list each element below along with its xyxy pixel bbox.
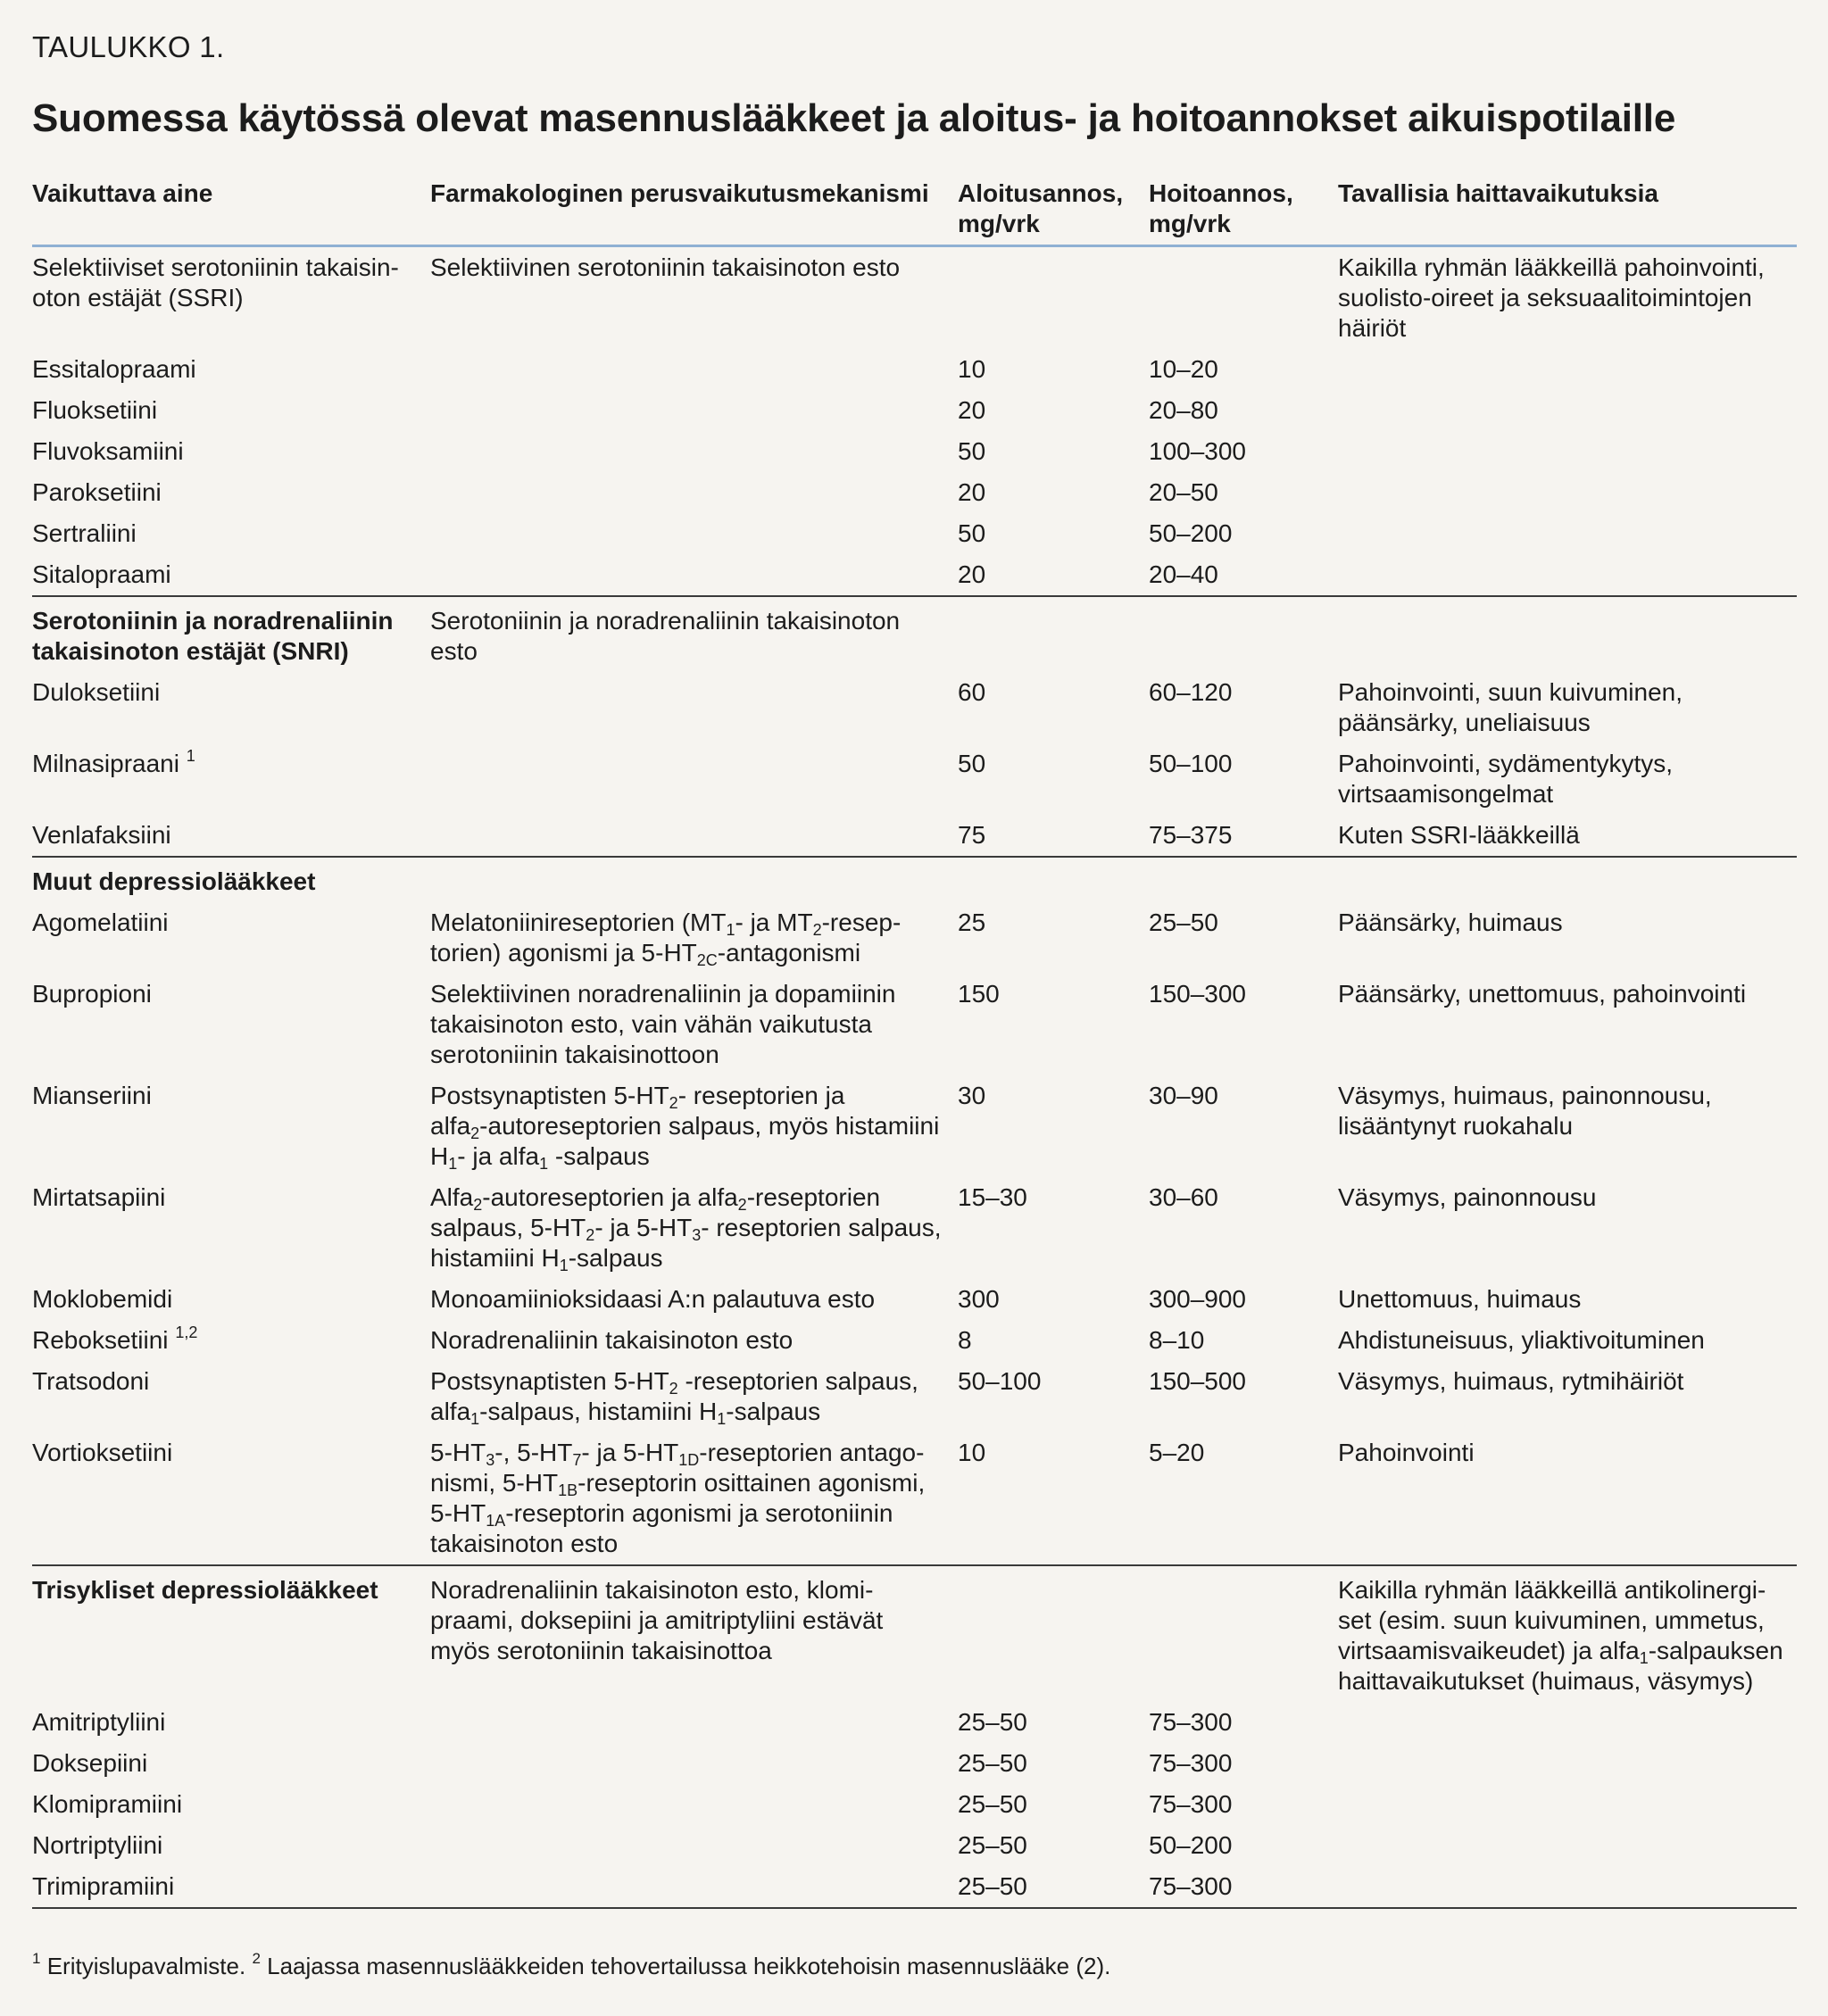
table-row xyxy=(32,743,1797,815)
drug-name: Bupropioni xyxy=(32,980,152,1008)
mechanism-cell: Postsynaptisten $5-HT_2$ -reseptorien salpaus, alfa$_1$-salpaus, histamiini $H_1$-salpaus xyxy=(430,1367,918,1428)
table-row xyxy=(32,1866,1797,1908)
drug-name: Fluoksetiini xyxy=(32,396,158,424)
maintenance-dose-cell: 300–900 xyxy=(1149,1285,1247,1313)
footnote: $^1$ Erityislupavalmiste. $^2$ Laajassa masennuslääkkeiden tehovertailussa heikkotehoisin masennuslääke (2). xyxy=(32,1950,1111,1979)
start-dose-cell: 8 xyxy=(958,1326,972,1354)
mechanism-cell xyxy=(430,554,958,596)
start-dose-cell: 25–50 xyxy=(958,1749,1027,1777)
drug-name: Milnasipraani $^1$ xyxy=(32,747,195,777)
start-dose-cell: 50–100 xyxy=(958,1367,1042,1395)
start-dose-cell: 20 xyxy=(958,560,986,588)
table-row xyxy=(32,431,1797,472)
mechanism-cell: Noradrenaliinin takaisinoton esto, klomi- praami, doksepiini ja amitriptyliini estävät myös serotoniinin takaisinottoa xyxy=(430,1565,958,1702)
maintenance-dose-cell: 50–200 xyxy=(1149,519,1233,547)
drug-name: Sertraliini xyxy=(32,519,137,547)
start-dose-cell xyxy=(958,596,1149,672)
drug-name: Fluvoksamiini xyxy=(32,437,184,465)
drug-name: Sitalopraami xyxy=(32,560,171,588)
start-dose-cell: 75 xyxy=(958,821,986,849)
maintenance-dose-cell: 75–300 xyxy=(1149,1866,1338,1908)
start-dose-cell: 10 xyxy=(958,355,986,383)
mechanism-cell xyxy=(430,513,958,554)
side-effects-cell xyxy=(1338,472,1797,513)
drug-name: Nortriptyliini xyxy=(32,1831,163,1859)
maintenance-dose-cell: 30–60 xyxy=(1149,1183,1218,1211)
maintenance-dose-cell: 8–10 xyxy=(1149,1326,1205,1354)
table-row xyxy=(32,246,1797,350)
table-row xyxy=(32,554,1797,596)
start-dose-cell: 20 xyxy=(958,478,986,506)
maintenance-dose-cell: 150–500 xyxy=(1149,1367,1247,1395)
mechanism-cell xyxy=(430,743,958,815)
table-row xyxy=(32,1279,1797,1320)
maintenance-dose-cell: 20–80 xyxy=(1149,396,1218,424)
mechanism-cell xyxy=(430,1866,958,1908)
maintenance-dose-cell: 25–50 xyxy=(1149,908,1218,936)
side-effects-cell: Ahdistuneisuus, yliaktivoituminen xyxy=(1338,1326,1705,1354)
maintenance-dose-cell: 75–300 xyxy=(1149,1708,1233,1736)
maintenance-dose-cell: 150–300 xyxy=(1149,980,1247,1008)
side-effects-cell xyxy=(1338,349,1797,390)
side-effects-cell: Kuten SSRI-lääkkeillä xyxy=(1338,821,1580,849)
group-name: Selektiiviset serotoniinin takaisin- oton estäjät (SSRI) xyxy=(32,253,399,311)
table-row xyxy=(32,1702,1797,1743)
maintenance-dose-cell: 10–20 xyxy=(1149,355,1218,383)
side-effects-cell: Kaikilla ryhmän lääkkeillä antikolinergi- set (esim. suun kuivuminen, ummetus, virtsaamisvaikeudet) ja alfa$_1$-salpauksen haittavaikutukset (huimaus, väsymys) xyxy=(1338,1565,1797,1702)
side-effects-cell: Unettomuus, huimaus xyxy=(1338,1285,1582,1313)
mechanism-cell xyxy=(430,349,958,390)
table-row xyxy=(32,472,1797,513)
table-title: Suomessa käytössä olevat masennuslääkkeet ja aloitus- ja hoitoannokset aikuispotilaille xyxy=(32,96,1676,140)
maintenance-dose-cell: 30–90 xyxy=(1149,1082,1218,1109)
table-body xyxy=(32,246,1797,1909)
mechanism-cell: Melatoniinireseptorien ($MT_1-$ ja $MT_2-resep-$ torien) agonismi ja $5-HT_{2C}$-antagonismi xyxy=(430,908,902,969)
side-effects-cell: Kaikilla ryhmän lääkkeillä pahoinvointi, suolisto-oireet ja seksuaalitoimintojen häiriöt xyxy=(1338,253,1765,342)
maintenance-dose-cell xyxy=(1149,857,1338,902)
mechanism-cell xyxy=(430,472,958,513)
column-header: Aloitusannos, mg/vrk xyxy=(958,179,1124,237)
drug-name: Mirtatsapiini xyxy=(32,1183,166,1211)
mechanism-cell xyxy=(430,1784,958,1825)
start-dose-cell: 300 xyxy=(958,1285,1000,1313)
mechanism-cell: Monoamiinioksidaasi A:n palautuva esto xyxy=(430,1285,876,1313)
maintenance-dose-cell: 50–100 xyxy=(1149,750,1233,777)
table-row xyxy=(32,513,1797,554)
maintenance-dose-cell: 5–20 xyxy=(1149,1439,1205,1466)
mechanism-cell xyxy=(430,672,958,743)
start-dose-cell: 25–50 xyxy=(958,1831,1027,1859)
drug-name: Duloksetiini xyxy=(32,678,161,706)
mechanism-cell xyxy=(430,815,958,857)
side-effects-cell xyxy=(1338,1784,1797,1825)
drug-name: Vortioksetiini xyxy=(32,1439,173,1466)
start-dose-cell: 50 xyxy=(958,519,986,547)
side-effects-cell xyxy=(1338,554,1797,596)
drug-table xyxy=(32,178,1797,1909)
table-row xyxy=(32,596,1797,672)
table-row xyxy=(32,1177,1797,1279)
group-name: Serotoniinin ja noradrenaliinin takaisinoton estäjät (SNRI) xyxy=(32,596,430,672)
maintenance-dose-cell: 20–50 xyxy=(1149,478,1218,506)
table-label: TAULUKKO 1. xyxy=(32,30,225,63)
side-effects-cell xyxy=(1338,390,1797,431)
start-dose-cell: 25 xyxy=(958,908,986,936)
maintenance-dose-cell: 100–300 xyxy=(1149,437,1247,465)
table-row xyxy=(32,390,1797,431)
table-header xyxy=(32,178,1797,246)
mechanism-cell xyxy=(430,1743,958,1784)
mechanism-cell xyxy=(430,1825,958,1866)
table-row xyxy=(32,1320,1797,1361)
table-row xyxy=(32,1743,1797,1784)
table-row xyxy=(32,1075,1797,1177)
start-dose-cell: 50 xyxy=(958,437,986,465)
maintenance-dose-cell xyxy=(1149,1565,1338,1702)
maintenance-dose-cell: 60–120 xyxy=(1149,678,1233,706)
side-effects-cell: Pahoinvointi xyxy=(1338,1439,1475,1466)
mechanism-cell xyxy=(430,1702,958,1743)
table-row xyxy=(32,1825,1797,1866)
side-effects-cell xyxy=(1338,857,1797,902)
side-effects-cell: Väsymys, huimaus, rytmihäiriöt xyxy=(1338,1367,1684,1395)
mechanism-cell xyxy=(430,431,958,472)
table-row xyxy=(32,1432,1797,1565)
table-row xyxy=(32,672,1797,743)
start-dose-cell: 150 xyxy=(958,980,1000,1008)
side-effects-cell: Päänsärky, unettomuus, pahoinvointi xyxy=(1338,980,1747,1008)
maintenance-dose-cell xyxy=(1149,596,1338,672)
maintenance-dose-cell xyxy=(1149,246,1338,350)
table-row xyxy=(32,857,1797,902)
group-name: Muut depressiolääkkeet xyxy=(32,857,430,902)
maintenance-dose-cell: 75–300 xyxy=(1149,1749,1233,1777)
mechanism-cell: Selektiivinen noradrenaliinin ja dopamiinin takaisinoton esto, vain vähän vaikutusta serotoniinin takaisinottoon xyxy=(430,980,896,1068)
start-dose-cell: 25–50 xyxy=(958,1708,1027,1736)
mechanism-cell xyxy=(430,857,958,902)
side-effects-cell xyxy=(1338,596,1797,672)
drug-name: Tratsodoni xyxy=(32,1367,150,1395)
start-dose-cell: 30 xyxy=(958,1082,986,1109)
drug-name: Venlafaksiini xyxy=(32,821,171,849)
start-dose-cell: 60 xyxy=(958,678,986,706)
drug-name: Trimipramiini xyxy=(32,1866,430,1908)
column-header: Vaikuttava aine xyxy=(32,179,213,207)
start-dose-cell: 25–50 xyxy=(958,1866,1149,1908)
table-row xyxy=(32,349,1797,390)
drug-name: Moklobemidi xyxy=(32,1285,173,1313)
column-header: Hoitoannos, mg/vrk xyxy=(1149,179,1293,237)
side-effects-cell: Pahoinvointi, sydämentykytys, virtsaamisongelmat xyxy=(1338,750,1674,808)
drug-name: Reboksetiini $^{1,2}$ xyxy=(32,1323,198,1354)
side-effects-cell: Väsymys, painonnousu xyxy=(1338,1183,1597,1211)
mechanism-cell: Noradrenaliinin takaisinoton esto xyxy=(430,1326,794,1354)
table-row xyxy=(32,815,1797,857)
column-header: Tavallisia haittavaikutuksia xyxy=(1338,179,1658,207)
start-dose-cell: 50 xyxy=(958,750,986,777)
side-effects-cell: Väsymys, huimaus, painonnousu, lisääntynyt ruokahalu xyxy=(1338,1082,1712,1140)
drug-name: Paroksetiini xyxy=(32,478,162,506)
group-name: Trisykliset depressiolääkkeet xyxy=(32,1565,430,1702)
mechanism-cell: Postsynaptisten $5-HT_2-$ reseptorien ja alfa$_2$-autoreseptorien salpaus, myös histamiini $H_1-$ ja alfa$_1$ -salpaus xyxy=(430,1082,940,1173)
table-row xyxy=(32,974,1797,1075)
drug-name: Agomelatiini xyxy=(32,908,169,936)
drug-name: Klomipramiini xyxy=(32,1790,183,1818)
start-dose-cell xyxy=(958,1565,1149,1702)
start-dose-cell: 15–30 xyxy=(958,1183,1027,1211)
maintenance-dose-cell: 20–40 xyxy=(1149,560,1218,588)
side-effects-cell: Päänsärky, huimaus xyxy=(1338,908,1563,936)
side-effects-cell xyxy=(1338,431,1797,472)
column-header: Farmakologinen perusvaikutusmekanismi xyxy=(430,179,929,207)
start-dose-cell xyxy=(958,857,1149,902)
table-row xyxy=(32,1565,1797,1702)
mechanism-cell xyxy=(430,390,958,431)
mechanism-cell: Selektiivinen serotoniinin takaisinoton esto xyxy=(430,253,901,281)
side-effects-cell xyxy=(1338,1825,1797,1866)
start-dose-cell: 20 xyxy=(958,396,986,424)
drug-name: Essitalopraami xyxy=(32,355,196,383)
side-effects-cell: Pahoinvointi, suun kuivuminen, päänsärky, uneliaisuus xyxy=(1338,678,1683,736)
maintenance-dose-cell: 75–375 xyxy=(1149,821,1233,849)
side-effects-cell xyxy=(1338,513,1797,554)
start-dose-cell xyxy=(958,246,1149,350)
maintenance-dose-cell: 50–200 xyxy=(1149,1831,1233,1859)
drug-name: Amitriptyliini xyxy=(32,1708,166,1736)
mechanism-cell: $5-HT_3-$, $5-HT_7-$ ja $5-HT_{1D}$-reseptorien antago- nismi, $5-HT_{1B}$-reseptorin osittainen agonismi, $5-HT_{1A}$-reseptorin agonismi ja serotoniinin takaisinoton esto xyxy=(430,1439,926,1557)
side-effects-cell xyxy=(1338,1702,1797,1743)
side-effects-cell xyxy=(1338,1866,1797,1908)
start-dose-cell: 25–50 xyxy=(958,1790,1027,1818)
drug-name: Mianseriini xyxy=(32,1082,152,1109)
start-dose-cell: 10 xyxy=(958,1439,986,1466)
table-row xyxy=(32,1361,1797,1432)
table-row xyxy=(32,1784,1797,1825)
side-effects-cell xyxy=(1338,1743,1797,1784)
mechanism-cell: Serotoniinin ja noradrenaliinin takaisinoton esto xyxy=(430,596,958,672)
table-row xyxy=(32,902,1797,974)
mechanism-cell: Alfa$_2$-autoreseptorien ja alfa$_2$-reseptorien salpaus, $5-HT_2-$ ja $5-HT_3-$ reseptorien salpaus, histamiini $H_1$-salpaus xyxy=(430,1183,942,1274)
drug-name: Doksepiini xyxy=(32,1749,148,1777)
maintenance-dose-cell: 75–300 xyxy=(1149,1790,1233,1818)
